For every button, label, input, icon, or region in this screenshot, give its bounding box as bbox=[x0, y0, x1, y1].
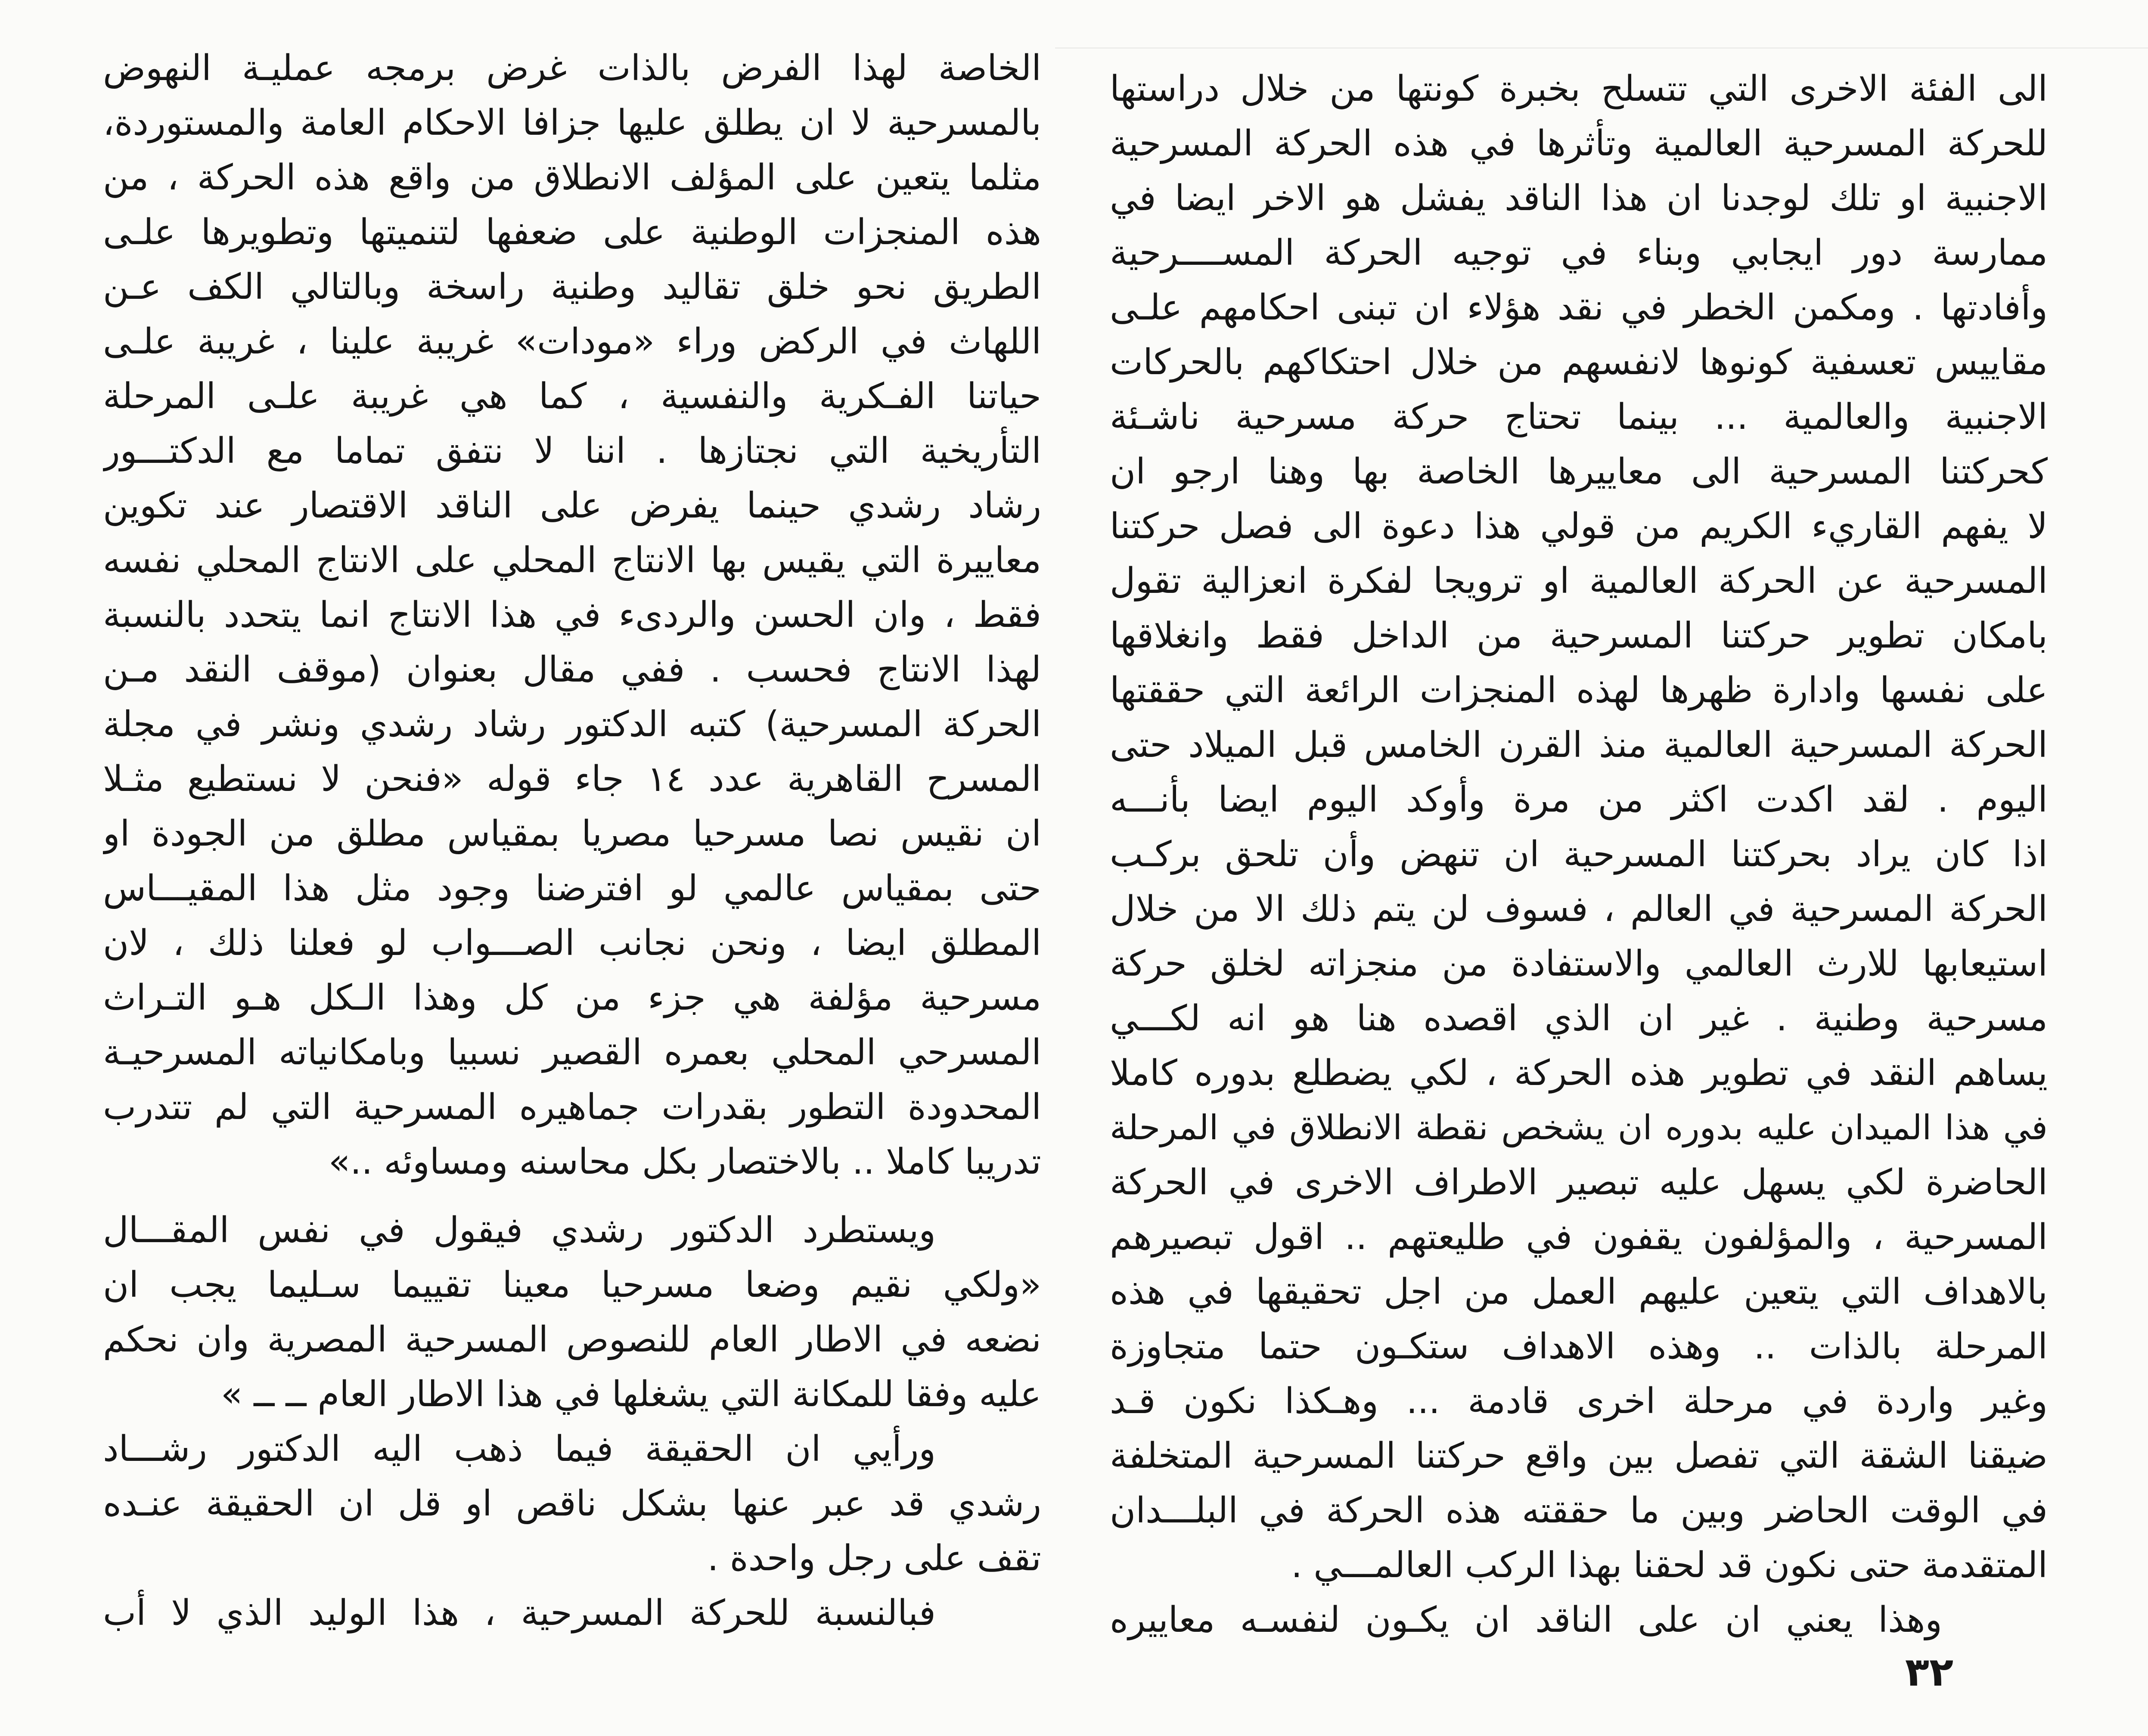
text-column-first bbox=[1110, 62, 2048, 1647]
text-line: المسرحي المحلي بعمره القصير نسبيا وبامكانياته المسرحيـة bbox=[103, 1032, 1041, 1073]
text-line: فقط ، وان الحسن والردىء في هذا الانتاج انما يتحدد بالنسبة bbox=[103, 595, 1041, 636]
text-line: الحركة المسرحية العالمية منذ القرن الخامس قبل الميلاد حتى bbox=[1110, 725, 2048, 766]
paragraph bbox=[1110, 62, 2048, 1593]
text-line: حتى بمقياس عالمي لو افترضنا وجود مثل هذا المقيـــاس bbox=[103, 868, 1041, 909]
text-line: استيعابها للارث العالمي والاستفادة من منجزاته لخلق حركة bbox=[1110, 943, 2048, 984]
text-line: ضيقنا الشقة التي تفصل بين واقع حركتنا المسرحية المتخلفة bbox=[1110, 1435, 2048, 1476]
text-line: مقاييس تعسفية كونوها لانفسهم من خلال احتكاكهم بالحركات bbox=[1110, 342, 2048, 383]
text-line: بالاهداف التي يتعين عليهم العمل من اجل تحقيقها في هذه bbox=[1110, 1271, 2048, 1312]
text-line: اللهاث في الركض وراء «مودات» غريبة علينا ، غريبة علـى bbox=[103, 321, 1041, 362]
paragraph bbox=[103, 1203, 1041, 1422]
text-line: عليه وفقا للمكانة التي يشغلها في هذا الاطار العام ــ ــ » bbox=[220, 1374, 1041, 1415]
text-line: المحدودة التطور بقدرات جماهيره المسرحية التي لم تتدرب bbox=[103, 1087, 1041, 1128]
text-line: المسرح القاهرية عدد ١٤ جاء قوله «فنحن لا نستطيع مثـلا bbox=[103, 759, 1041, 800]
text-line: الخاصة لهذا الفرض بالذات غرض برمجه عمليـة النهوض bbox=[103, 48, 1041, 89]
text-line: بالمسرحية لا ان يطلق عليها جزافا الاحكام العامة والمستوردة، bbox=[103, 102, 1041, 143]
text-line: ورأيي ان الحقيقة فيما ذهب اليه الدكتور رشـــاد bbox=[103, 1429, 936, 1469]
paragraph bbox=[103, 1422, 1041, 1586]
text-line: الاجنبية او تلك لوجدنا ان هذا الناقد يفشل هو الاخر ايضا في bbox=[1110, 178, 2048, 219]
text-line: حياتنا الفـكرية والنفسية ، كما هي غريبة علـى المرحلة bbox=[103, 376, 1041, 417]
text-line: فبالنسبة للحركة المسرحية ، هذا الوليد الذي لا أب bbox=[103, 1593, 936, 1634]
text-line: رشدي قد عبر عنها بشكل ناقص او قل ان الحقيقة عنـده bbox=[103, 1483, 1041, 1524]
text-line: المرحلة بالذات .. وهذه الاهداف ستكـون حتما متجاوزة bbox=[1110, 1326, 2048, 1367]
text-line: الى الفئة الاخرى التي تتسلح بخبرة كونتها من خلال دراستها bbox=[1110, 68, 2048, 109]
text-line: وأفادتها . ومكمن الخطر في نقد هؤلاء ان تبنى احكامهم علـى bbox=[1110, 287, 2048, 328]
text-line: الحركة المسرحية) كتبه الدكتور رشاد رشدي ونشر في مجلة bbox=[103, 704, 1041, 745]
text-line: رشاد رشدي حينما يفرض على الناقد الاقتصار عند تكوين bbox=[103, 485, 1041, 526]
paragraph bbox=[103, 1586, 1041, 1640]
text-line: يساهم النقد في تطوير هذه الحركة ، لكي يضطلع بدوره كاملا bbox=[1110, 1053, 2048, 1094]
text-line: الحركة المسرحية في العالم ، فسوف لن يتم ذلك الا من خلال bbox=[1110, 889, 2048, 930]
text-line: للحركة المسرحية العالمية وتأثرها في هذه الحركة المسرحية bbox=[1110, 123, 2048, 164]
text-line: مسرحية وطنية . غير ان الذي اقصده هنا هو انه لكـــي bbox=[1110, 998, 2048, 1039]
text-line: مسرحية مؤلفة هي جزء من كل وهذا الـكل هـو التـراث bbox=[103, 977, 1041, 1018]
text-line: ويستطرد الدكتور رشدي فيقول في نفس المقـــال bbox=[103, 1210, 936, 1251]
text-line: المتقدمة حتى نكون قد لحقنا بهذا الركب العالمـــي . bbox=[1291, 1545, 2048, 1586]
text-line: نضعه في الاطار العام للنصوص المسرحية المصرية وان نحكم bbox=[103, 1319, 1041, 1360]
scan-edge-line bbox=[1055, 47, 2148, 49]
text-line: معاييرة التي يقيس بها الانتاج المحلي على الانتاج المحلي نفسه bbox=[103, 540, 1041, 581]
text-line: على نفسها وادارة ظهرها لهذه المنجزات الرائعة التي حققتها bbox=[1110, 670, 2048, 711]
text-line: لهذا الانتاج فحسب . ففي مقال بعنوان (موقف النقد مـن bbox=[103, 649, 1041, 690]
text-line: وهذا يعني ان على الناقد ان يكـون لنفسـه معاييره bbox=[1110, 1600, 1942, 1640]
text-line: لا يفهم القاريء الكريم من قولي هذا دعوة الى فصل حركتنا bbox=[1110, 506, 2048, 547]
page-number: ٣٢ bbox=[1905, 1649, 1954, 1695]
text-line: في الوقت الحاضر وبين ما حققته هذه الحركة في البلـــدان bbox=[1110, 1490, 2048, 1531]
text-line: المسرحية عن الحركة العالمية او ترويجا لفكرة انعزالية تقول bbox=[1110, 561, 2048, 601]
text-line: التأريخية التي نجتازها . اننا لا نتفق تماما مع الدكتـــور bbox=[103, 431, 1041, 471]
paragraph bbox=[103, 41, 1041, 1189]
text-line: اليوم . لقد اكدت اكثر من مرة وأوكد اليوم ايضا بأنـــه bbox=[1110, 779, 2048, 820]
text-line: اذا كان يراد بحركتنا المسرحية ان تنهض وأن تلحق بركـب bbox=[1110, 834, 2048, 875]
text-line: مثلما يتعين على المؤلف الانطلاق من واقع هذه الحركة ، من bbox=[103, 157, 1041, 198]
text-line: وغير واردة في مرحلة اخرى قادمة ... وهـكذا نكون قـد bbox=[1110, 1381, 2048, 1422]
text-line: بامكان تطوير حركتنا المسرحية من الداخل فقط وانغلاقها bbox=[1110, 615, 2048, 656]
text-line: تقف على رجل واحدة . bbox=[707, 1538, 1041, 1579]
text-line: المسرحية ، والمؤلفون يقفون في طليعتهم .. اقول تبصيرهم bbox=[1110, 1217, 2048, 1258]
text-line: في هذا الميدان عليه بدوره ان يشخص نقطة الانطلاق في المرحلة bbox=[1110, 1108, 2048, 1147]
text-line: الطريق نحو خلق تقاليد وطنية راسخة وبالتالي الكف عـن bbox=[103, 267, 1041, 307]
text-line: كحركتنا المسرحية الى معاييرها الخاصة بها وهنا ارجو ان bbox=[1110, 451, 2048, 492]
text-line: «ولكي نقيم وضعا مسرحيا معينا تقييما سـليما يجب ان bbox=[103, 1265, 1041, 1305]
text-line: الاجنبية والعالمية ... بينما تحتاج حركة مسرحية ناشـئة bbox=[1110, 397, 2048, 437]
text-column-second bbox=[103, 41, 1041, 1640]
text-line: تدريبا كاملا .. بالاختصار بكل محاسنه ومساوئه ..» bbox=[329, 1141, 1041, 1182]
text-line: المطلق ايضا ، ونحن نجانب الصـــواب لو فعلنا ذلك ، لان bbox=[103, 923, 1041, 964]
text-line: هذه المنجزات الوطنية على ضعفها لتنميتها وتطويرها علـى bbox=[103, 212, 1041, 253]
text-line: الحاضرة لكي يسهل عليه تبصير الاطراف الاخرى في الحركة bbox=[1110, 1162, 2048, 1203]
text-line: ان نقيس نصا مسرحيا مصريا بمقياس مطلق من الجودة او bbox=[103, 813, 1041, 854]
text-line: ممارسة دور ايجابي وبناء في توجيه الحركة المســــرحية bbox=[1110, 232, 2048, 273]
paragraph bbox=[1110, 1593, 2048, 1647]
